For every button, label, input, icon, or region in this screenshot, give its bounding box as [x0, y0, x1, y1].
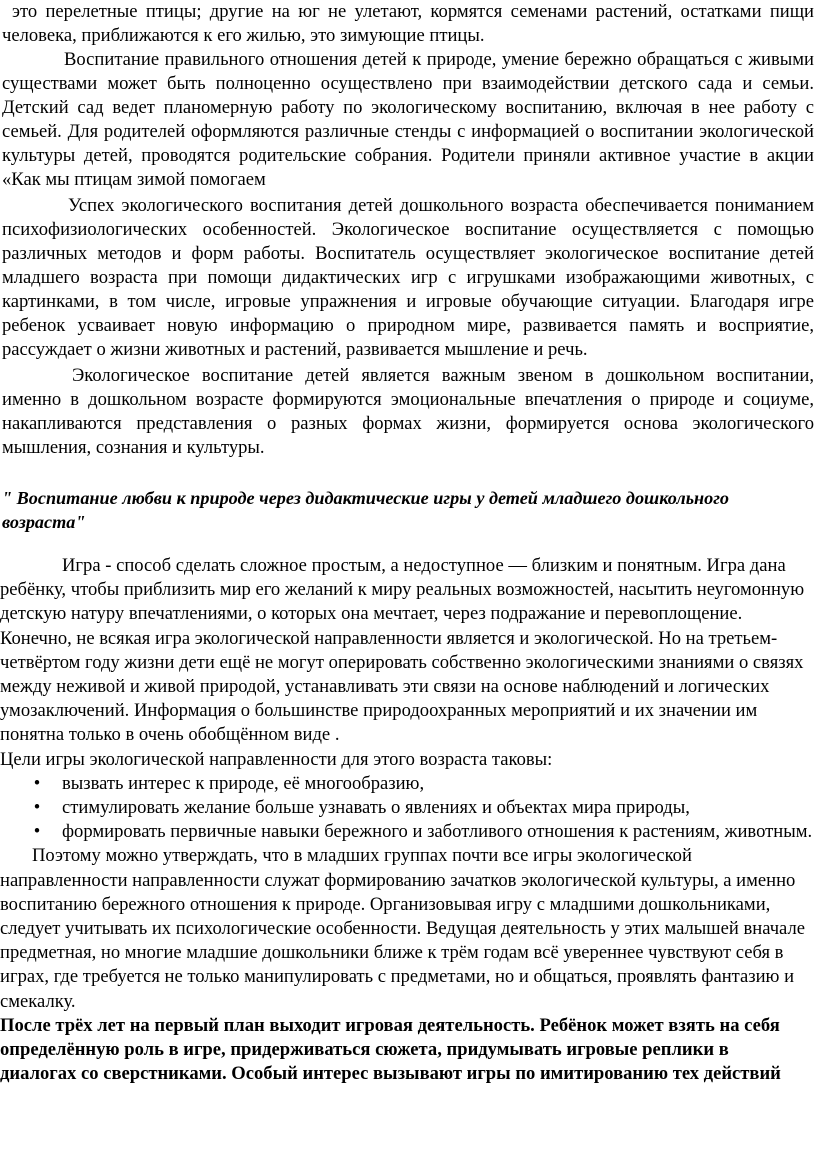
goals-intro: Цели игры экологической направленности для этого возраста таковы:: [0, 748, 553, 770]
paragraph-game-definition: Игра - способ сделать сложное простым, а недоступное — близким и понятным. Игра дана ребёнку, чтобы приблизить мир его желаний к миру реальных возможностей, насытить неугомонную детскую натуру впечатлениями, о которых она мечтает, через подражание и перевоплощение.: [0, 555, 805, 625]
paragraph-bold-text: После трёх лет на первый план выходит игровая деятельность. Ребёнок может взять на себя определённую роль в игре, придерживаться сюжета, придумывать игровые реплики в диалогах со сверстниками. Особый интерес вызывают игры по имитированию тех действий: [0, 1014, 781, 1085]
bullet-icon: •: [33, 772, 41, 794]
list-item: [33, 820, 816, 844]
list-item: [33, 772, 816, 796]
list-item: [33, 796, 816, 820]
goal-text: вызвать интерес к природе, её многообразию,: [62, 772, 425, 794]
paragraph-ecological-success: Успех экологического воспитания детей дошкольного возраста обеспечивается пониманием психофизиологических особенностей. Экологическое воспитание осуществляется с помощью различных методов и форм работы. Воспитатель осуществляет экологическое воспитание детей младшего возраста при помощи дидактических игр с игрушками изображающими животных, с картинками, в том числе, игровые упражнения и игровые обучающие ситуации. Благодаря игре ребенок усваивает новую информацию о природном мире, развивается память и восприятие, рассуждает о жизни животных и растений, развивается мышление и речь.: [2, 195, 814, 360]
paragraph-family-cooperation: Воспитание правильного отношения детей к природе, умение бережно обращаться с живыми существами может быть полноценно осуществлено при взаимодействии детского сада и семьи. Детский сад ведет планомерную работу по экологическому воспитанию, включая в нее работу с семьей. Для родителей оформляются различные стенды с информацией о воспитании экологической культуры детей, проводятся родительские собрания. Родители приняли активное участие в акции «Как мы птицам зимой помогаем: [2, 49, 814, 190]
paragraph-migratory-birds: это перелетные птицы; другие на юг не улетают, кормятся семенами растений, остатками пищи человека, приближаются к его жилью, это зимующие птицы.: [2, 1, 814, 46]
section-heading: " Воспитание любви к природе через дидактические игры у детей младшего дошкольного возраста": [2, 488, 730, 532]
bullet-icon: •: [33, 821, 41, 843]
goals-list: [0, 772, 816, 845]
paragraph-ecological-games: Конечно, не всякая игра экологической направленности является и экологической. Но на третьем-четвёртом году жизни дети ещё не могут оперировать собственно экологическими знаниями о связях между неживой и живой природой, устанавливать эти связи на основе наблюдений и логических умозаключений. Информация о большинстве природоохранных мероприятий и их значении им понятна только в очень обобщённом виде .: [0, 627, 804, 746]
paragraph-conclusion: Поэтому можно утверждать, что в младших группах почти все игры экологической направленности направленности служат формированию зачатков экологической культуры, а именно воспитанию бережного отношения к природе. Организовывая игру с младшими дошкольниками, следует учитывать их психологические особенности. Ведущая деятельность у этих малышей вначале предметная, но многие младшие дошкольники ближе к трём годам всё увереннее чувствуют себя в играх, где требуется не только манипулировать с предметами, но и общаться, проявлять фантазию и смекалку.: [0, 845, 806, 1012]
goal-text: стимулировать желание больше узнавать о явлениях и объектах мира природы,: [62, 797, 690, 819]
paragraph-ecological-importance: Экологическое воспитание детей является важным звеном в дошкольном воспитании, именно в дошкольном возрасте формируются эмоциональные впечатления о природе и социуме, накапливаются представления о разных формах жизни, формируется основа экологического мышления, сознания и культуры.: [2, 365, 814, 458]
bullet-icon: •: [33, 797, 41, 819]
goal-text: формировать первичные навыки бережного и заботливого отношения к растениям, животным.: [62, 821, 813, 843]
